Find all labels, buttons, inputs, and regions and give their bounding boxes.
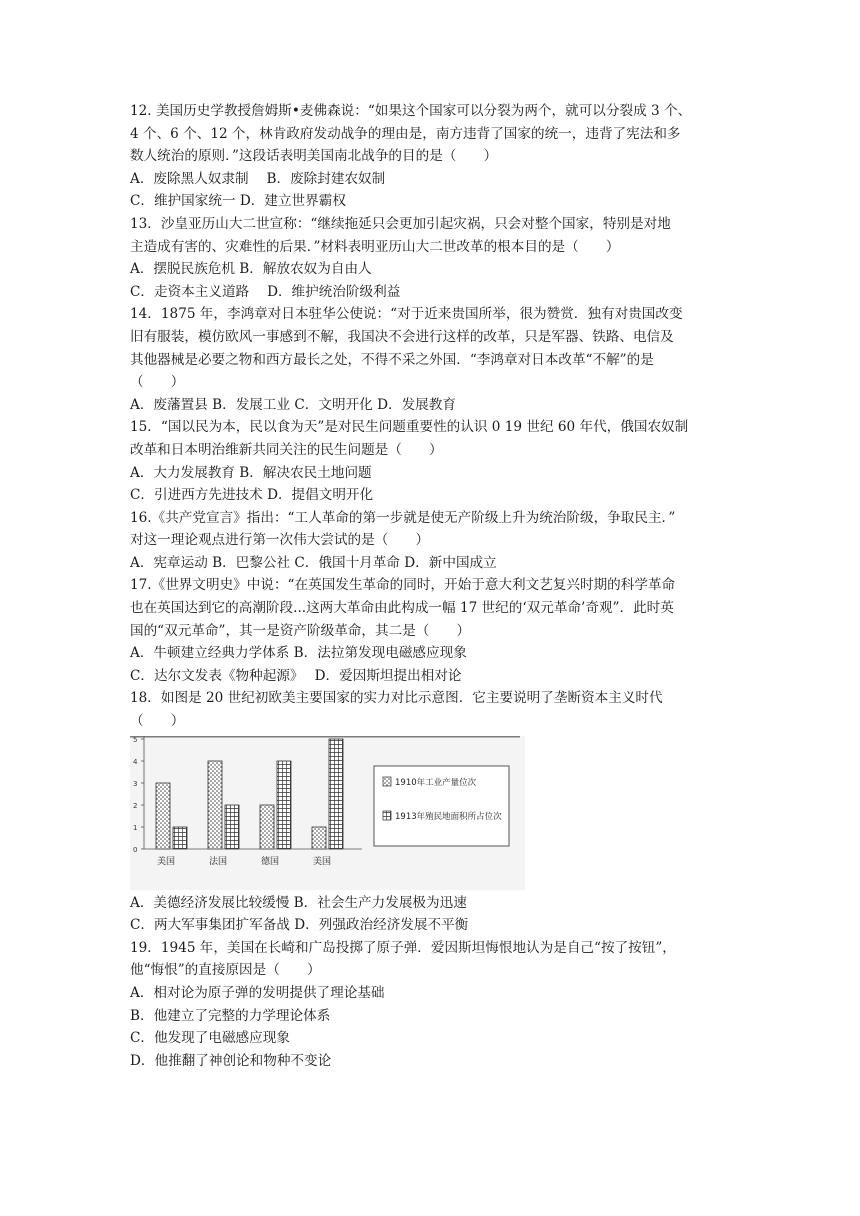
answer-options: A．大力发展教育 B．解决农民土地问题	[130, 464, 372, 481]
answer-options: A．废除黑人奴隶制 B．废除封建农奴制	[130, 170, 386, 187]
bar-1910-2	[260, 805, 274, 849]
question-line: 15．“国以民为本，民以食为天”是对民生问题重要性的认识 0 19 世纪 60 年代，俄国农奴制	[130, 419, 689, 436]
y-tick-label: 3	[133, 779, 138, 788]
question-line: 也在英国达到它的高潮阶段...这两大革命由此构成一幅 17 世纪的‘双元革命’奇观”．此时英	[130, 600, 674, 617]
answer-options: C．走资本主义道路 D．维护统治阶级利益	[130, 283, 401, 300]
q14	[130, 303, 730, 416]
answer-options: A．摆脱民族危机 B．解放农奴为自由人	[130, 261, 372, 278]
question-line: 旧有服装，模仿欧风一事感到不解，我国决不会进行这样的改革，只是军器、铁路、电信及	[130, 328, 674, 345]
q12	[130, 100, 730, 213]
question-line: 他“悔恨”的直接原因是（ ）	[130, 962, 321, 979]
x-category-label: 德国	[261, 856, 280, 867]
bar-1913-0	[173, 827, 187, 849]
q16	[130, 507, 730, 575]
question-line: 18．如图是 20 世纪初欧美主要国家的实力对比示意图．它主要说明了垄断资本主义时代	[130, 690, 663, 707]
answer-options: A．宪章运动 B．巴黎公社 C．俄国十月革命 D．新中国成立	[130, 554, 497, 571]
bar-1913-2	[277, 761, 291, 849]
q19	[130, 937, 730, 1073]
legend-label-1910: 1910年工业产量位次	[395, 777, 477, 788]
question-line: 13．沙皇亚历山大二世宣称：“继续拖延只会更加引起灾祸，只会对整个国家，特别是对地	[130, 215, 671, 232]
answer-options: B．他建立了完整的力学理论体系	[130, 1007, 331, 1024]
q13	[130, 213, 730, 303]
answer-options: D．他推翻了神创论和物种不变论	[130, 1052, 332, 1069]
question-line: 国的“双元革命”，其一是资产阶级革命，其二是（ ）	[130, 622, 471, 639]
legend-swatch-grid	[383, 811, 391, 820]
x-category-label: 美国	[313, 856, 332, 867]
answer-options: A．废藩置县 B．发展工业 C．文明开化 D．发展教育	[130, 396, 456, 413]
bar-1910-0	[156, 783, 170, 849]
question-line: 14．1875 年，李鸿章对日本驻华公使说：“对于近来贵国所举，很为赞赏．独有对贵国改变	[130, 306, 683, 323]
question-line: 改革和日本明治维新共同关注的民生问题是（ ）	[130, 441, 443, 458]
bar-chart-svg	[130, 736, 525, 890]
question-line: 对这一理论观点进行第一次伟大尝试的是（ ）	[130, 532, 430, 549]
question-line: 19．1945 年，美国在长崎和广岛投掷了原子弹．爱因斯坦悔恨地认为是自己“按了按钮”，	[130, 939, 676, 956]
answer-options: C．维护国家统一 D．建立世界霸权	[130, 193, 346, 210]
legend-label-1913-text: 1913年殖民地面积所占位次	[395, 811, 502, 822]
bar-1910-3	[312, 827, 326, 849]
bar-1913-3	[329, 739, 343, 849]
y-tick-label: 0	[133, 845, 138, 854]
question-line: 17.《世界文明史》中说：“在英国发生革命的同时，开始于意大利文艺复兴时期的科学革命	[130, 577, 676, 594]
question-line: 16.《共产党宣言》指出：“工人革命的第一步就是使无产阶级上升为统治阶级，争取民主．”	[130, 509, 676, 526]
question-line: 4 个、6 个、12 个，林肯政府发动战争的理由是，南方违背了国家的统一，违背了宪法和多	[130, 125, 681, 142]
legend-label-1913	[395, 811, 502, 822]
answer-options: C．达尔文发表《物种起源》 D．爱因斯坦提出相对论	[130, 667, 462, 684]
answer-options: C．他发现了电磁感应现象	[130, 1030, 290, 1047]
question-line: 数人统治的原则．”这段话表明美国南北战争的目的是（ ）	[130, 148, 498, 165]
power-comparison-chart	[130, 736, 525, 890]
y-tick-label: 5	[133, 735, 138, 744]
y-tick-label: 1	[133, 823, 138, 832]
question-line: 主造成有害的、灾难性的后果．”材料表明亚历山大二世改革的根本目的是（ ）	[130, 238, 620, 255]
q18-options	[130, 892, 730, 937]
bar-1913-1	[225, 805, 239, 849]
question-line: 12. 美国历史学教授詹姆斯•麦佛森说：“如果这个国家可以分裂为两个，就可以分裂成 3 个、	[130, 103, 692, 119]
answer-options: C．引进西方先进技术 D．提倡文明开化	[130, 487, 374, 504]
answer-options: A．相对论为原子弹的发明提供了理论基础	[130, 985, 385, 1001]
bar-1910-1	[208, 761, 222, 849]
exam-page	[130, 100, 730, 1072]
y-tick-label: 2	[133, 801, 138, 810]
y-tick-label: 4	[133, 757, 138, 766]
answer-options: A．牛顿建立经典力学体系 B．法拉第发现电磁感应现象	[130, 645, 467, 662]
q17	[130, 574, 730, 687]
answer-options: C．两大军事集团扩军备战 D．列强政治经济发展不平衡	[130, 917, 469, 934]
x-category-label: 美国	[157, 856, 176, 867]
x-category-label: 法国	[209, 856, 228, 867]
question-line: 其他器械是必要之物和西方最长之处，不得不采之外国．“李鸿章对日本改革“不解”的是	[130, 351, 654, 368]
q15	[130, 416, 730, 506]
question-line: （ ）	[130, 374, 185, 391]
q18	[130, 687, 730, 889]
legend-swatch-dots	[383, 777, 391, 786]
answer-options: A．美德经济发展比较缓慢 B．社会生产力发展极为迅速	[130, 894, 467, 911]
question-line: （ ）	[130, 713, 185, 730]
